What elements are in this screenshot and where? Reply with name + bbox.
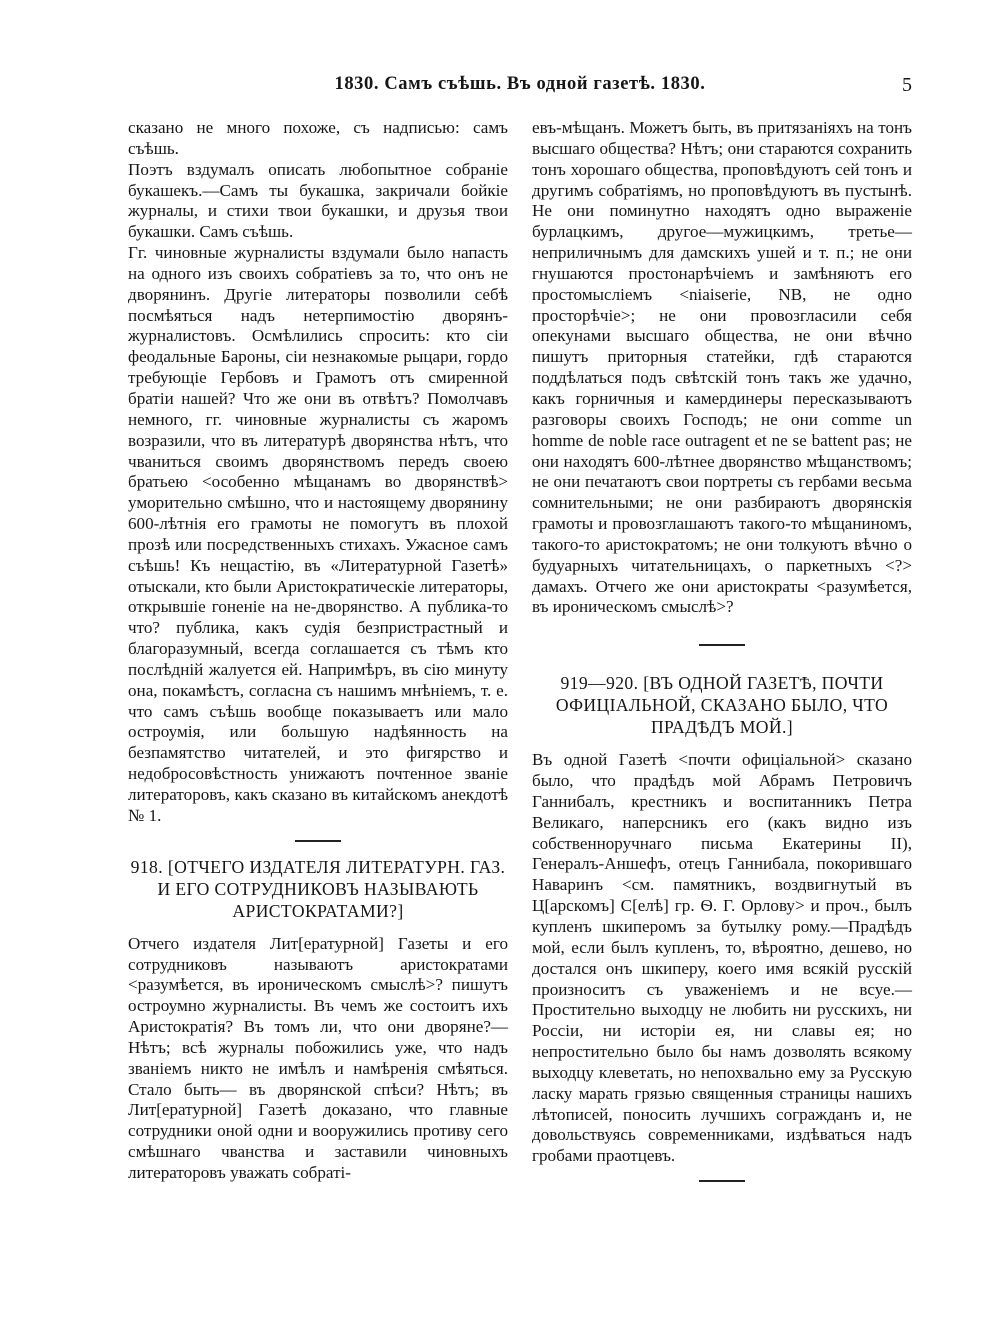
- left-column: [128, 118, 508, 1184]
- running-head: [128, 74, 912, 102]
- section-heading-918: 918. [ОТЧЕГО ИЗДАТЕЛЯ ЛИТЕРАТУРН. ГАЗ. И ЕГО СОТРУДНИКОВЪ НАЗЫВАЮТЬ АРИСТОКРАТАМИ?]: [130, 856, 506, 921]
- paragraph: евъ-мѣщанъ. Можетъ быть, въ притязаніяхъ на тонъ высшаго общества? Нѣтъ; они стараются сохранить тонъ хорошаго общества, проповѣдуютъ сей тонъ и другимъ собратіямъ, но проповѣдуютъ въ пустынѣ. Не они поминутно находятъ одно выраженіе бурлацкимъ, другое—мужицкимъ, третье— неприличнымъ для дамскихъ ушей и т. п.; не они гнушаются простонарѣчіемъ и замѣняютъ его простомысліемъ <niaiserie, NB, не одно просторѣчіе>; не они провозгласили себя опекунами высшаго общества, не они вѣчно пишутъ приторныя статейки, гдѣ стараются поддѣлаться подъ свѣтскій тонъ такъ же удачно, какъ горничныя и камердинеры пересказываютъ разговоры своихъ Господъ; не они comme un homme de noble race outragent et ne se battent pas; не они находятъ 600-лѣтнее дворянство мѣщанствомъ; не они печатаютъ свои портреты съ гербами весьма сомнительными; не они разбираютъ дворянскія грамоты и провозглашаютъ такого-то мѣщаниномъ, такого-то аристократомъ; не они толкуютъ вѣчно о будуарныхъ читательницахъ, о паркетныхъ <?> дамахъ. Отчего же они аристократы <разумѣется, въ ироническомъ смыслѣ>?: [532, 118, 912, 617]
- running-head-title: 1830. Самъ съѣшь. Въ одной газетѣ. 1830.: [334, 74, 706, 94]
- paragraph: сказано не много похоже, съ надписью: самъ съѣшь.: [128, 118, 508, 158]
- page-number: 5: [902, 74, 912, 96]
- paragraph: Въ одной Газетѣ <почти офиціальной> сказано было, что прадѣдъ мой Абрамъ Петровичъ Ганнибалъ, крестникъ и воспитанникъ Петра Великаго, наперсникъ его (какъ видно изъ собственноручнаго письма Екатерины II), Генералъ-Аншефъ, отецъ Ганнибала, покорившаго Наваринъ <см. памятникъ, воздвигнутый въ Ц[арскомъ] С[елѣ] гр. Ѳ. Г. Орлову> и проч., былъ купленъ шкиперомъ за бутылку рому.—Прадѣдъ мой, если былъ купленъ, то, вѣроятно, дешево, но достался онъ шкиперу, коего имя всякій русскій произноситъ съ уваженіемъ и не всуе.—Простительно выходцу не любить ни русскихъ, ни Россіи, ни исторіи ея, ни славы ея; но непростительно было бы намъ дозволять всякому выходцу клеветать, но непохвально ему за Русскую ласку марать грязью священныя страницы нашихъ лѣтописей, поносить лучшихъ согражданъ и, не довольствуясь современниками, издѣваться надъ гробами праотцевъ.: [532, 750, 912, 1166]
- right-column: [532, 118, 912, 1196]
- section-divider: [699, 1180, 745, 1182]
- paragraph: Отчего издателя Лит[ературной] Газеты и его сотрудниковъ называютъ аристократами <разумѣется, въ ироническомъ смыслѣ>? пишутъ остроумно журналисты. Въ чемъ же состоитъ ихъ Аристократія? Въ томъ ли, что они дворяне?—Нѣтъ; всѣ журналы побожились уже, что надъ званіемъ никто не имѣлъ и намѣренія смѣяться. Стало быть— въ дворянской спѣси? Нѣтъ; въ Лит[ературной] Газетѣ доказано, что главные сотрудники оной одни и вооружились противу сего смѣшнаго чванства и заставили чиновныхъ литераторовъ уважать собраті-: [128, 933, 508, 1182]
- section-divider: [295, 840, 341, 842]
- paragraph: Поэтъ вздумалъ описать любопытное собраніе букашекъ.—Самъ ты букашка, закричали бойкіе журналы, и стихи твои букашки, и друзья твои букашки. Самъ съѣшь.: [128, 159, 508, 242]
- paragraph: Гг. чиновные журналисты вздумали было напасть на одного изъ своихъ собратіевъ за то, что онъ не дворянинъ. Другіе литераторы позволили себѣ посмѣяться надъ нетерпимостію дворянъ-журналистовъ. Осмѣлились спросить: кто сіи феодальные Бароны, сіи незнакомые рыцари, гордо требующіе Гербовъ и Грамотъ отъ смиренной братіи нашей? Что же они въ отвѣтъ? Помолчавъ немного, гг. чиновные журналисты съ жаромъ возразили, что въ литературѣ дворянства нѣтъ, что чваниться своимъ дворянствомъ передъ своею братьею <особенно мѣщанамъ во дворянствѣ> уморительно смѣшно, что и настоящему дворянину 600-лѣтнія его грамоты не помогутъ въ плохой прозѣ или посредственныхъ стихахъ. Ужасное самъ съѣшь! Къ нещастію, въ «Литературной Газетѣ» отыскали, кто были Аристократическіе литераторы, открывшіе гоненіе на не-дворянство. А публика-то что? публика, какъ судія безпристрастный и благоразумный, всегда соглашается съ тѣмъ кто послѣдній жалуется ей. Напримѣръ, въ сію минуту она, покамѣстъ, согласна съ нашимъ мнѣніемъ, т. е. что самъ съѣшь вообще показываетъ или мало остроумія, или большую надѣянность на безпамятство читателей, и это фигярство и недобросовѣстность унижаютъ почтенное званіе литераторовъ, какъ сказано въ китайскомъ анекдотѣ № 1.: [128, 243, 508, 825]
- section-divider: [699, 644, 745, 646]
- section-heading-919-920: 919—920. [ВЪ ОДНОЙ ГАЗЕТѢ, ПОЧТИ ОФИЦІАЛЬНОЙ, СКАЗАНО БЫЛО, ЧТО ПРАДѢДЪ МОЙ.]: [555, 673, 889, 738]
